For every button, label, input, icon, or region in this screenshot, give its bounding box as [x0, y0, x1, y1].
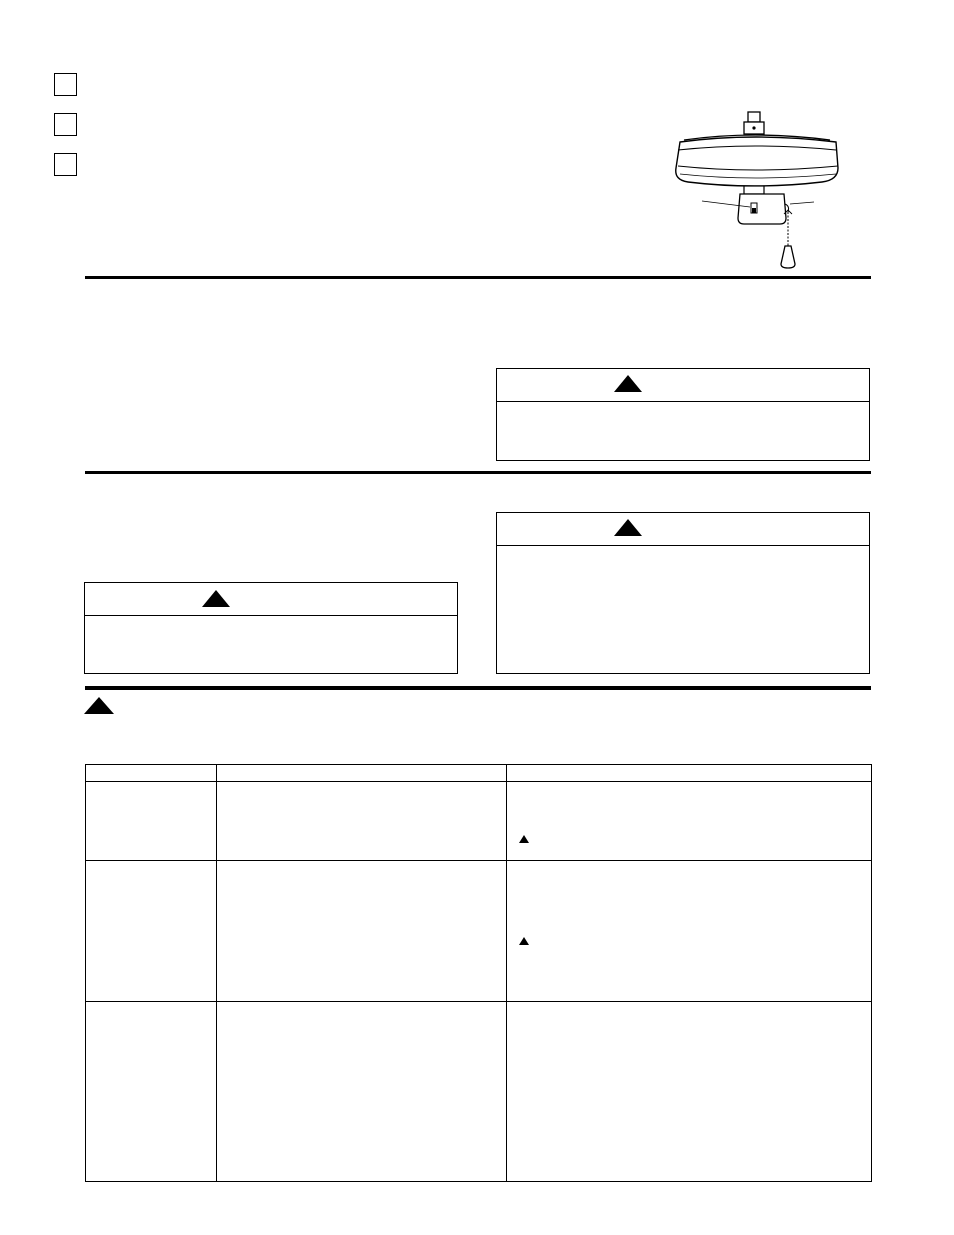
warning-box-upper-right: [496, 368, 870, 461]
cell-cause: [217, 861, 507, 1002]
warning-triangle-icon: [614, 519, 642, 536]
section-divider-2: [85, 471, 871, 474]
cell-solution: [507, 1002, 872, 1182]
warning-triangle-icon: [519, 835, 529, 843]
cell-cause: [217, 782, 507, 861]
troubleshooting-table: [85, 764, 872, 1182]
cell-solution: [507, 782, 872, 861]
section-divider-3: [85, 686, 871, 690]
table-header-row: [86, 765, 872, 782]
cell-problem: [86, 861, 217, 1002]
warning-header: [497, 369, 869, 402]
checklist-box-3[interactable]: [54, 153, 77, 176]
ceiling-fan-illustration: [672, 108, 850, 274]
warning-triangle-icon: [202, 590, 230, 607]
warning-box-middle-left: [84, 582, 458, 674]
warning-triangle-icon: [519, 937, 529, 945]
header-cause: [217, 765, 507, 782]
checklist-box-1[interactable]: [54, 73, 77, 96]
warning-box-middle-right: [496, 512, 870, 674]
table-row: [86, 861, 872, 1002]
warning-header: [85, 583, 457, 616]
section-divider-1: [85, 276, 871, 279]
cell-problem: [86, 782, 217, 861]
table-row: [86, 782, 872, 861]
warning-header: [497, 513, 869, 546]
cell-solution: [507, 861, 872, 1002]
table-row: [86, 1002, 872, 1182]
section-warning-triangle-icon: [84, 697, 114, 714]
cell-problem: [86, 1002, 217, 1182]
checklist-box-2[interactable]: [54, 113, 77, 136]
cell-cause: [217, 1002, 507, 1182]
warning-triangle-icon: [614, 375, 642, 392]
header-problem: [86, 765, 217, 782]
header-solution: [507, 765, 872, 782]
